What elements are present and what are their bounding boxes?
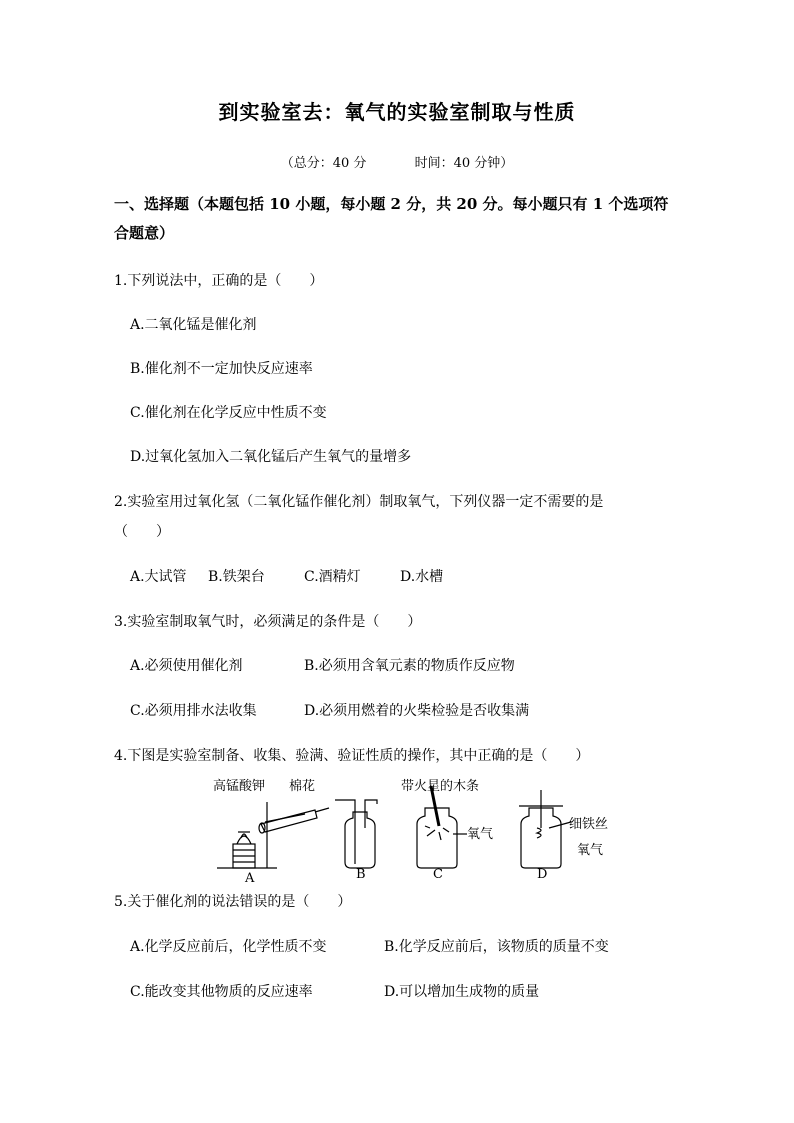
label-cotton: 棉花 [289,779,316,794]
figure-letter-b: B [356,867,366,882]
question-2-stem: 2.实验室用过氧化氢（二氧化锰作催化剂）制取氧气，下列仪器一定不需要的是 [114,494,604,510]
question-1-stem: 1.下列说法中，正确的是（ ） [114,273,324,289]
question-3-option-a: A.必须使用催化剂 [130,658,243,674]
question-1-option-a: A.二氧化锰是催化剂 [130,317,257,333]
question-3-option-d: D.必须用燃着的火柴检验是否收集满 [304,703,530,719]
question-2-option-b: B.铁架台 [208,569,265,585]
question-4-stem: 4.下图是实验室制备、收集、验满、验证性质的操作，其中正确的是（ ） [114,748,590,764]
apparatus-a [217,802,329,868]
question-5-option-c: C.能改变其他物质的反应速率 [130,984,313,1000]
exam-meta [0,152,794,171]
question-5-stem: 5.关于催化剂的说法错误的是（ ） [114,894,352,910]
figure-letter-c: C [433,867,443,882]
apparatus-c [417,786,467,868]
section-heading [114,190,684,248]
total-score: （总分：40 分 [280,156,367,171]
lab-apparatus-figure [205,772,645,884]
question-3-option-b: B.必须用含氧元素的物质作反应物 [304,658,515,674]
question-3-stem: 3.实验室制取氧气时，必须满足的条件是（ ） [114,614,422,630]
question-5-option-d: D.可以增加生成物的质量 [384,984,540,1000]
page-title: 到实验室去：氧气的实验室制取与性质 [218,100,576,124]
question-2-option-d: D.水槽 [400,569,444,585]
apparatus-d [519,790,571,868]
label-iron-wire: 细铁丝 [569,817,609,832]
question-2-stem-cont: （ ） [114,524,170,540]
label-oxygen-d: 氧气 [577,843,604,858]
label-oxygen-c: 氧气 [467,827,494,842]
label-kmno4: 高锰酸钾 [213,779,266,794]
figure-letter-d: D [537,867,548,882]
label-splint: 带火星的木条 [401,779,480,794]
question-1-option-d: D.过氧化氢加入二氧化锰后产生氧气的量增多 [130,449,412,465]
question-3-option-c: C.必须用排水法收集 [130,703,257,719]
figure-letter-a: A [245,871,255,884]
time-limit: 时间：40 分钟） [414,156,514,171]
section-heading-line1: 一、选择题（本题包括 10 小题，每小题 2 分，共 20 分。每小题只有 1 个选项符 [114,195,669,213]
question-1-option-b: B.催化剂不一定加快反应速率 [130,361,313,377]
question-1-option-c: C.催化剂在化学反应中性质不变 [130,405,327,421]
apparatus-b [335,800,377,868]
question-2-option-a: A.大试管 [130,569,187,585]
question-5-option-b: B.化学反应前后，该物质的质量不变 [384,939,609,955]
section-heading-line2: 合题意） [114,224,175,242]
question-5-option-a: A.化学反应前后，化学性质不变 [130,939,327,955]
question-2-option-c: C.酒精灯 [304,569,361,585]
